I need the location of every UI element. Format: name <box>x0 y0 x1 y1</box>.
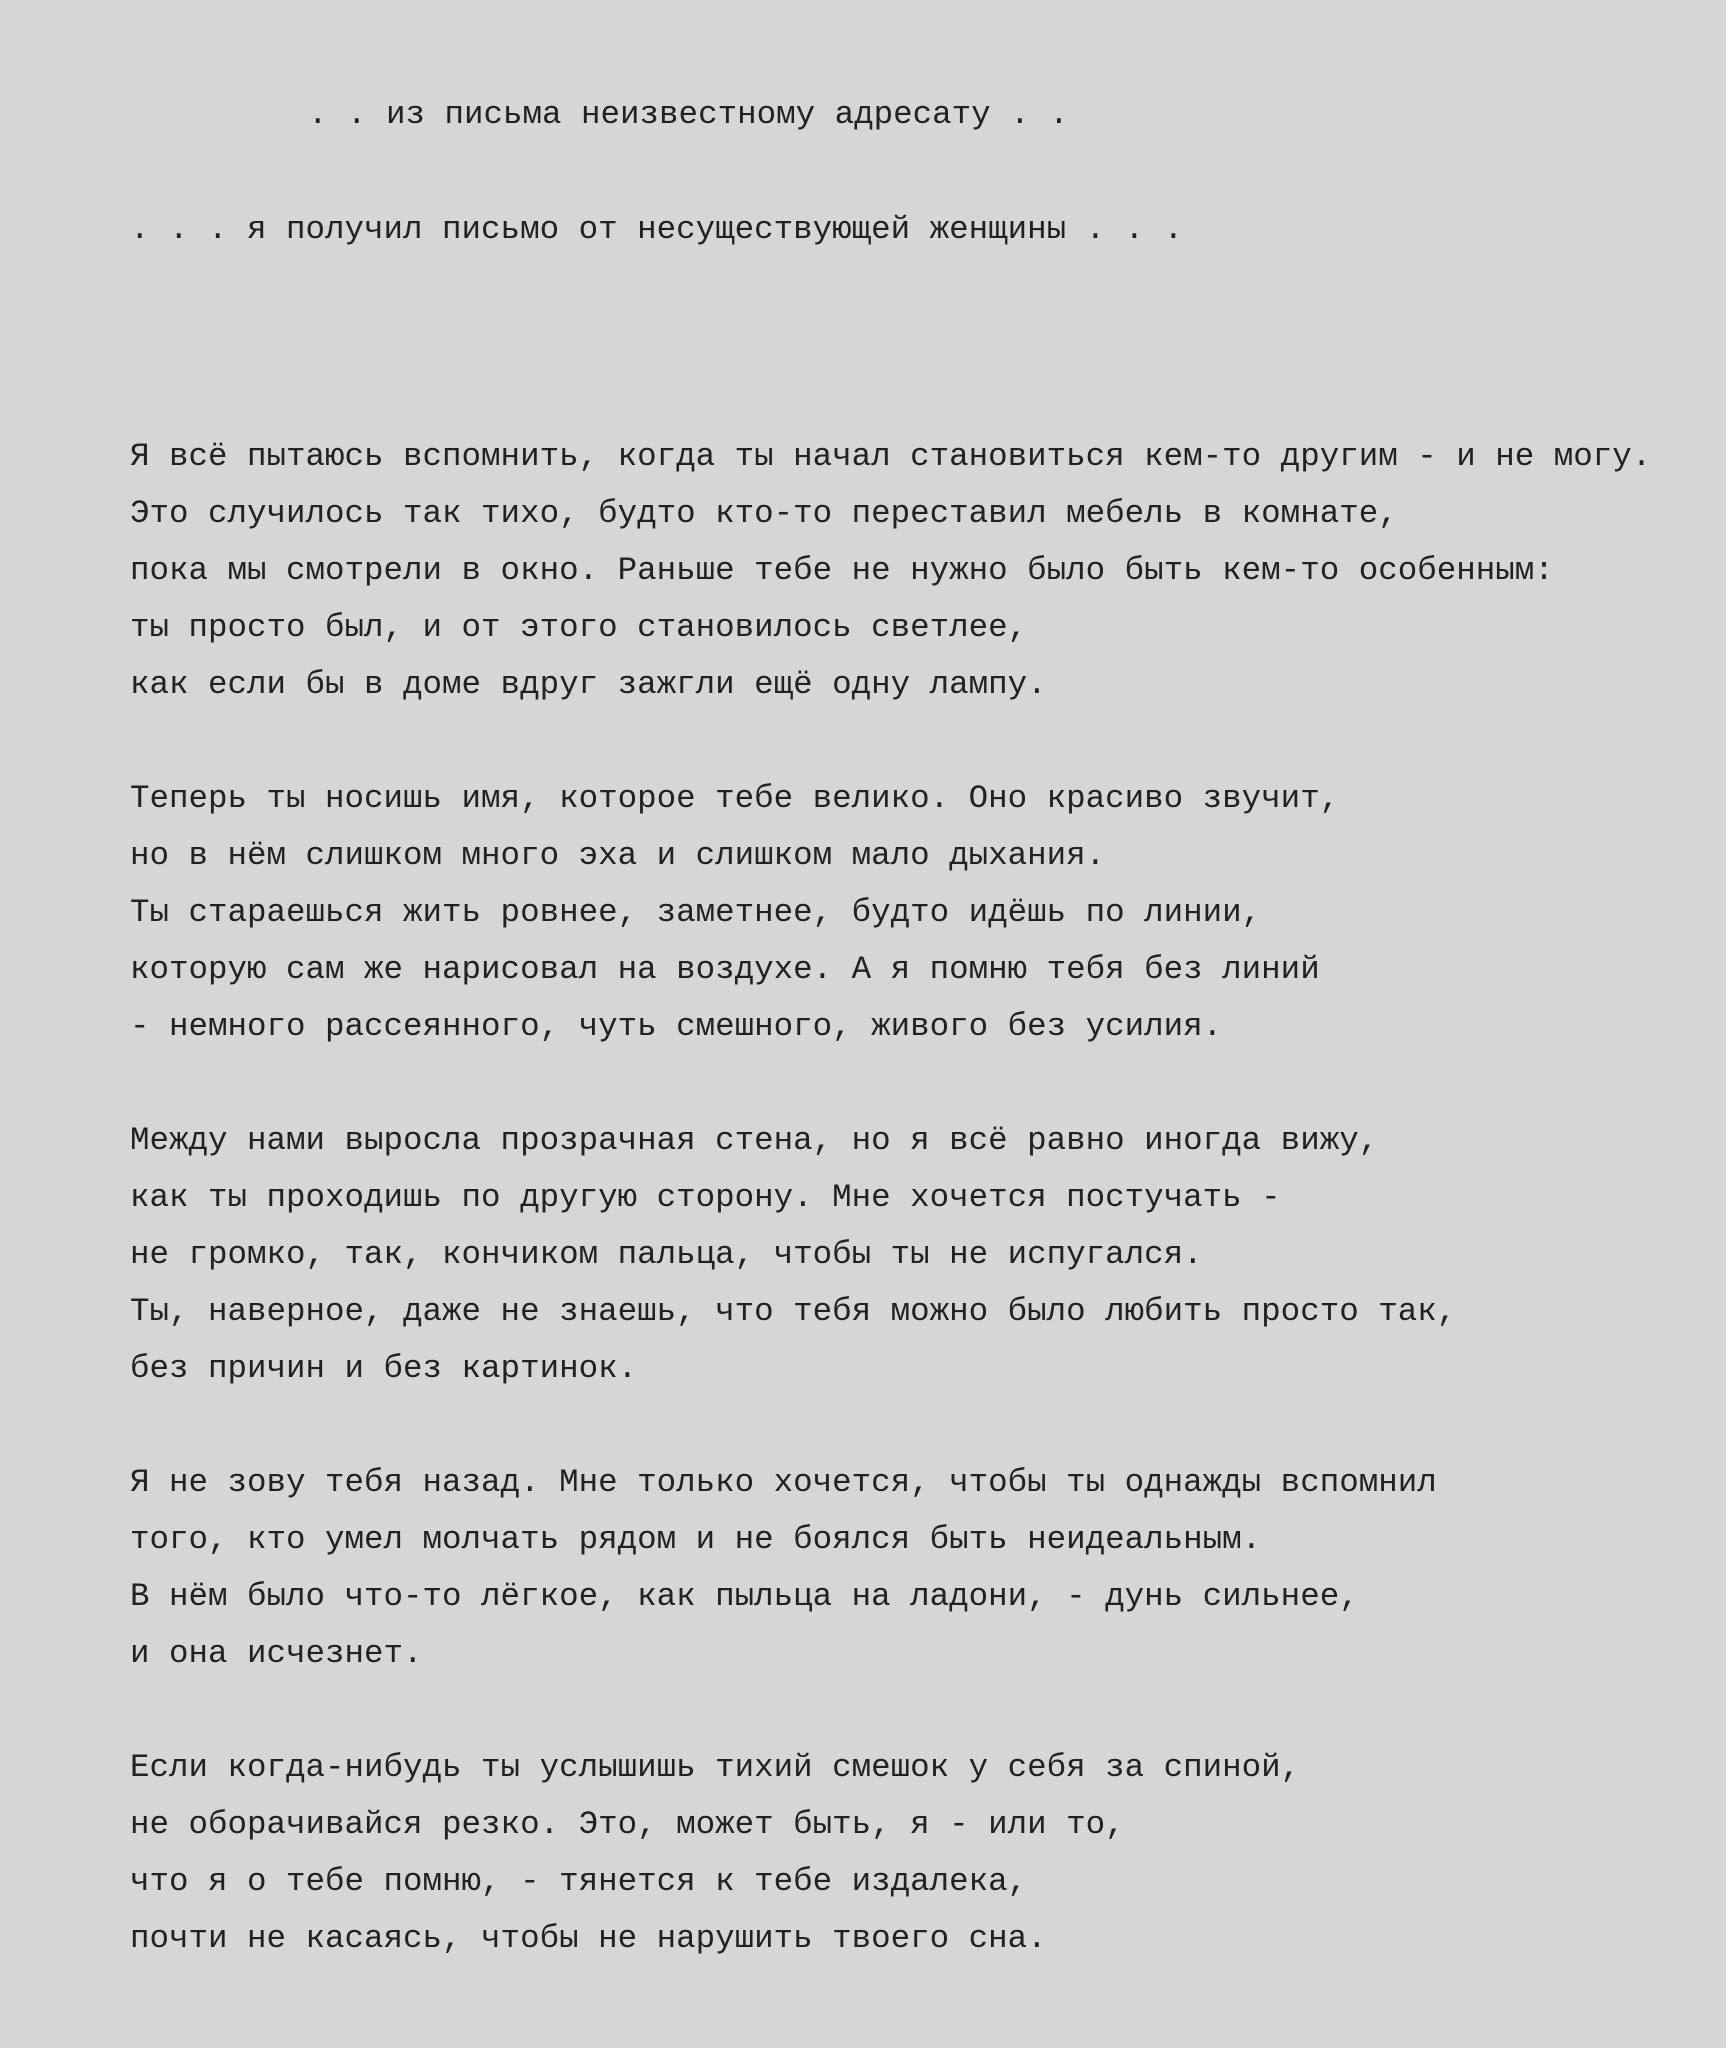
text-line: ты просто был, и от этого становилось светлее, <box>130 609 1028 646</box>
text-line: что я о тебе помню, - тянется к тебе издалека, <box>130 1863 1028 1900</box>
stanza-4 <box>130 1454 1690 1682</box>
stanza-5 <box>130 1739 1690 1967</box>
text-line: Ты стараешься жить ровнее, заметнее, будто идёшь по линии, <box>130 894 1262 931</box>
text-line: Если когда-нибудь ты услышишь тихий смешок у себя за спиной, <box>130 1749 1301 1786</box>
text-line: без причин и без картинок. <box>130 1350 638 1387</box>
text-line: Теперь ты носишь имя, которое тебе велико. Оно красиво звучит, <box>130 780 1340 817</box>
text-line: которую сам же нарисовал на воздухе. А я помню тебя без линий <box>130 951 1320 988</box>
text-line: Это случилось так тихо, будто кто-то переставил мебель в комнате, <box>130 495 1398 532</box>
text-line: почти не касаясь, чтобы не нарушить твоего сна. <box>130 1920 1047 1957</box>
text-line: и она исчезнет. <box>130 1635 423 1672</box>
text-line: Между нами выросла прозрачная стена, но я всё равно иногда вижу, <box>130 1122 1379 1159</box>
text-line: не оборачивайся резко. Это, может быть, я - или то, <box>130 1806 1125 1843</box>
stanza-3 <box>130 1112 1690 1397</box>
text-line: как если бы в доме вдруг зажгли ещё одну лампу. <box>130 666 1047 703</box>
text-line: - немного рассеянного, чуть смешного, живого без усилия. <box>130 1008 1223 1045</box>
text-line: но в нём слишком много эха и слишком мало дыхания. <box>130 837 1106 874</box>
text-line: как ты проходишь по другую сторону. Мне хочется постучать - <box>130 1179 1281 1216</box>
text-line: Я всё пытаюсь вспомнить, когда ты начал становиться кем-то другим - и не могу. <box>130 438 1652 475</box>
letter-body <box>130 428 1690 2024</box>
epigraph: . . из письма неизвестному адресату . . <box>308 96 1069 133</box>
subtitle: . . . я получил письмо от несуществующей женщины . . . <box>130 211 1184 248</box>
text-line: того, кто умел молчать рядом и не боялся быть неидеальным. <box>130 1521 1262 1558</box>
stanza-2 <box>130 770 1690 1055</box>
text-line: не громко, так, кончиком пальца, чтобы ты не испугался. <box>130 1236 1203 1273</box>
text-line: Я не зову тебя назад. Мне только хочется, чтобы ты однажды вспомнил <box>130 1464 1437 1501</box>
text-line: В нём было что-то лёгкое, как пыльца на ладони, - дунь сильнее, <box>130 1578 1359 1615</box>
text-line: пока мы смотрели в окно. Раньше тебе не нужно было быть кем-то особенным: <box>130 552 1554 589</box>
stanza-1 <box>130 428 1690 713</box>
text-line: Ты, наверное, даже не знаешь, что тебя можно было любить просто так, <box>130 1293 1457 1330</box>
